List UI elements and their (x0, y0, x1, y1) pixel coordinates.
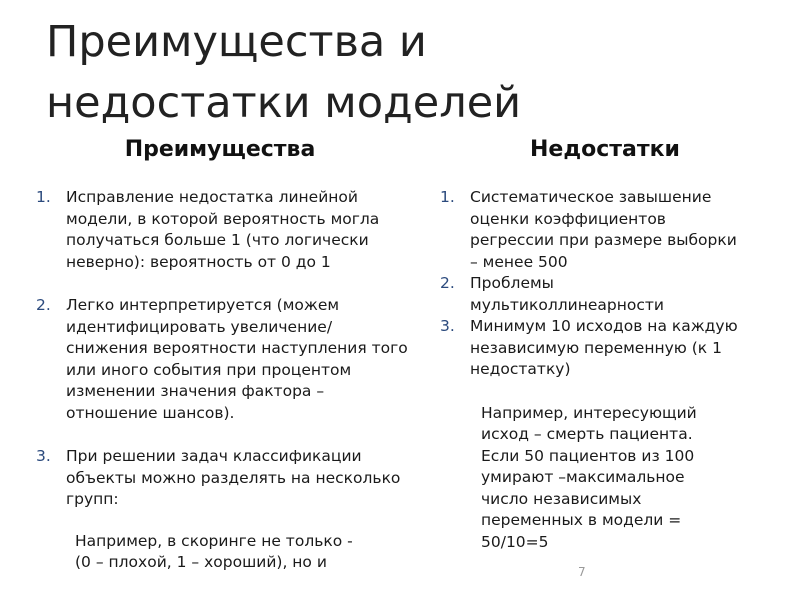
list-number: 1. (440, 188, 455, 206)
disadvantages-column (440, 187, 740, 553)
disadvantages-example: Например, интересующий исход – смерть пациента. Если 50 пациентов из 100 умирают –максимальное число независимых переменных в модели = 50/10=5 (481, 403, 697, 551)
slide-title: Преимущества и недостатки моделей (46, 17, 522, 128)
advantages-example: Например, в скоринге не только - (0 – плохой, 1 – хороший), но и (75, 531, 353, 571)
list-item-text: При решении задач классификации объекты можно разделять на несколько групп: (66, 447, 401, 508)
list-item-text: Проблемы мультиколлинеарности (470, 274, 664, 314)
advantages-item (36, 446, 416, 511)
disadvantages-item (440, 316, 740, 381)
advantages-list (36, 187, 416, 511)
disadvantages-heading: Недостатки (530, 137, 680, 162)
disadvantages-item (440, 273, 740, 316)
list-number: 2. (36, 296, 51, 314)
list-item-text: Систематическое завышение оценки коэффициентов регрессии при размере выборки – менее 500 (470, 188, 737, 271)
advantages-item (36, 187, 416, 273)
list-number: 3. (440, 317, 455, 335)
page-number: 7 (578, 565, 586, 579)
list-number: 1. (36, 188, 51, 206)
advantages-heading: Преимущества (124, 137, 316, 162)
advantages-item (36, 295, 416, 424)
list-item-text: Исправление недостатка линейной модели, в которой вероятность могла получаться больше 1 (что логически неверно): вероятность от 0 до 1 (66, 188, 380, 271)
disadvantages-item (440, 187, 740, 273)
list-number: 3. (36, 447, 51, 465)
list-item-text: Минимум 10 исходов на каждую независимую переменную (к 1 недостатку) (470, 317, 738, 378)
list-item-text: Легко интерпретируется (можем идентифицировать увеличение/ снижения вероятности наступления того или иного события при процентом изменении значения фактора – отношение шансов). (66, 296, 408, 422)
disadvantages-list (440, 187, 740, 381)
advantages-column (36, 187, 416, 574)
list-number: 2. (440, 274, 455, 292)
